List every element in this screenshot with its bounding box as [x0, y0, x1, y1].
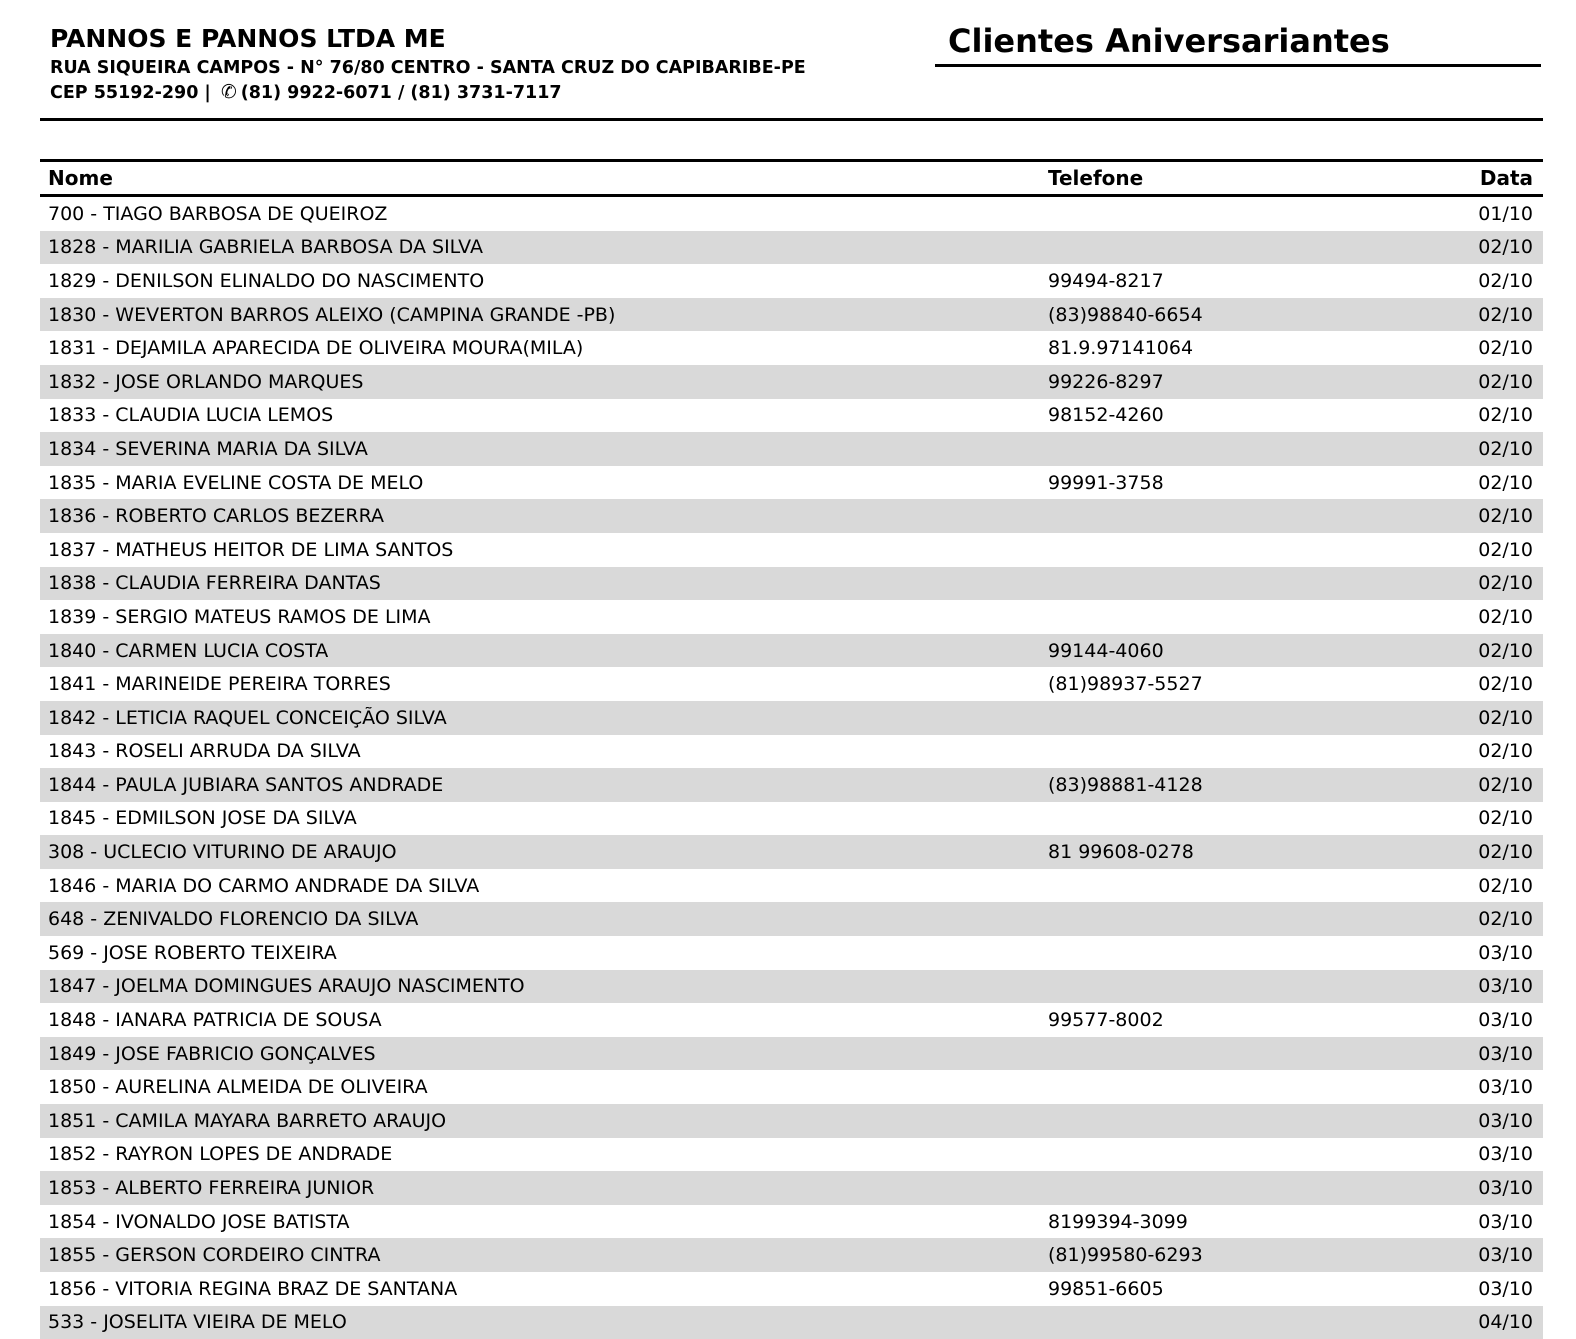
cell-date: 02/10 — [1478, 404, 1533, 427]
table-row — [40, 365, 1543, 399]
cell-phone: 99577-8002 — [1048, 1009, 1164, 1032]
cell-date: 03/10 — [1478, 1277, 1533, 1300]
cell-name: 1847 - JOELMA DOMINGUES ARAUJO NASCIMENTO — [48, 975, 525, 998]
table-row — [40, 667, 1543, 701]
cell-date: 02/10 — [1478, 538, 1533, 561]
page-title: Clientes Aniversariantes — [948, 22, 1390, 60]
table-row — [40, 1138, 1543, 1172]
cell-date: 02/10 — [1478, 437, 1533, 460]
table-header-row — [40, 162, 1543, 194]
table-row — [40, 1306, 1543, 1339]
table-row — [40, 264, 1543, 298]
cell-name: 1846 - MARIA DO CARMO ANDRADE DA SILVA — [48, 874, 480, 897]
cell-name: 1832 - JOSE ORLANDO MARQUES — [48, 370, 364, 393]
table-row — [40, 970, 1543, 1004]
table-row — [40, 600, 1543, 634]
cell-name: 1844 - PAULA JUBIARA SANTOS ANDRADE — [48, 773, 444, 796]
table-row — [40, 802, 1543, 836]
cell-date: 02/10 — [1478, 303, 1533, 326]
cell-date: 02/10 — [1478, 572, 1533, 595]
birthday-table — [40, 159, 1543, 1339]
cell-date: 02/10 — [1478, 471, 1533, 494]
table-row — [40, 735, 1543, 769]
cell-phone: 99494-8217 — [1048, 269, 1164, 292]
cell-phone: 81.9.97141064 — [1048, 337, 1194, 360]
table-row — [40, 936, 1543, 970]
title-underline — [935, 22, 1541, 67]
table-row — [40, 466, 1543, 500]
cell-name: 1830 - WEVERTON BARROS ALEIXO (CAMPINA GRANDE -PB) — [48, 303, 616, 326]
cell-date: 04/10 — [1478, 1311, 1533, 1334]
company-name: PANNOS E PANNOS LTDA ME — [50, 24, 446, 53]
cell-date: 02/10 — [1478, 370, 1533, 393]
cell-date: 02/10 — [1478, 841, 1533, 864]
cell-date: 02/10 — [1478, 505, 1533, 528]
cell-name: 1828 - MARILIA GABRIELA BARBOSA DA SILVA — [48, 236, 483, 259]
table-row — [40, 1171, 1543, 1205]
table-row — [40, 1205, 1543, 1239]
cell-name: 308 - UCLECIO VITURINO DE ARAUJO — [48, 841, 397, 864]
cell-name: 1854 - IVONALDO JOSE BATISTA — [48, 1210, 350, 1233]
cell-date: 02/10 — [1478, 269, 1533, 292]
cell-name: 1831 - DEJAMILA APARECIDA DE OLIVEIRA MOURA(MILA) — [48, 337, 584, 360]
cell-name: 1851 - CAMILA MAYARA BARRETO ARAUJO — [48, 1109, 447, 1132]
cell-date: 02/10 — [1478, 706, 1533, 729]
cell-name: 1850 - AURELINA ALMEIDA DE OLIVEIRA — [48, 1076, 428, 1099]
cell-phone: (83)98840-6654 — [1048, 303, 1203, 326]
cell-date: 03/10 — [1478, 941, 1533, 964]
cell-date: 03/10 — [1478, 1143, 1533, 1166]
cell-name: 569 - JOSE ROBERTO TEIXEIRA — [48, 941, 337, 964]
cell-name: 1848 - IANARA PATRICIA DE SOUSA — [48, 1009, 382, 1032]
company-phones: (81) 9922-6071 / (81) 3731-7117 — [240, 83, 562, 103]
cell-date: 02/10 — [1478, 908, 1533, 931]
table-row — [40, 1003, 1543, 1037]
cell-date: 02/10 — [1478, 773, 1533, 796]
cell-date: 03/10 — [1478, 1109, 1533, 1132]
cell-name: 1852 - RAYRON LOPES DE ANDRADE — [48, 1143, 393, 1166]
cell-phone: 81 99608-0278 — [1048, 841, 1194, 864]
cell-name: 1843 - ROSELI ARRUDA DA SILVA — [48, 740, 361, 763]
table-row — [40, 499, 1543, 533]
cell-date: 01/10 — [1478, 202, 1533, 225]
cell-name: 1841 - MARINEIDE PEREIRA TORRES — [48, 673, 391, 696]
table-row — [40, 701, 1543, 735]
cell-name: 1840 - CARMEN LUCIA COSTA — [48, 639, 329, 662]
table-row — [40, 634, 1543, 668]
cell-name: 1853 - ALBERTO FERREIRA JUNIOR — [48, 1177, 375, 1200]
cell-phone: 98152-4260 — [1048, 404, 1164, 427]
cell-date: 02/10 — [1478, 874, 1533, 897]
table-row — [40, 869, 1543, 903]
cell-date: 02/10 — [1478, 740, 1533, 763]
cep-label: CEP 55192-290 — [50, 83, 199, 103]
cell-phone: 8199394-3099 — [1048, 1210, 1188, 1233]
cell-name: 648 - ZENIVALDO FLORENCIO DA SILVA — [48, 908, 419, 931]
table-row — [40, 533, 1543, 567]
header-divider — [40, 118, 1543, 121]
col-header-telefone: Telefone — [1048, 166, 1144, 190]
letterhead — [50, 24, 806, 104]
cell-name: 1835 - MARIA EVELINE COSTA DE MELO — [48, 471, 424, 494]
table-row — [40, 231, 1543, 265]
cell-name: 1834 - SEVERINA MARIA DA SILVA — [48, 437, 368, 460]
cell-name: 1829 - DENILSON ELINALDO DO NASCIMENTO — [48, 269, 485, 292]
cell-date: 03/10 — [1478, 975, 1533, 998]
cell-name: 1837 - MATHEUS HEITOR DE LIMA SANTOS — [48, 538, 454, 561]
cell-name: 1856 - VITORIA REGINA BRAZ DE SANTANA — [48, 1277, 458, 1300]
col-header-data: Data — [1479, 166, 1533, 190]
cell-date: 02/10 — [1478, 807, 1533, 830]
cell-phone: (83)98881-4128 — [1048, 773, 1203, 796]
cell-date: 03/10 — [1478, 1042, 1533, 1065]
cell-date: 02/10 — [1478, 673, 1533, 696]
cell-phone: 99851-6605 — [1048, 1277, 1164, 1300]
table-row — [40, 331, 1543, 365]
company-address: RUA SIQUEIRA CAMPOS - N° 76/80 CENTRO - SANTA CRUZ DO CAPIBARIBE-PE — [50, 58, 806, 78]
table-row — [40, 1272, 1543, 1306]
cell-phone: (81)99580-6293 — [1048, 1244, 1203, 1267]
separator-pipe: | — [204, 83, 211, 103]
table-row — [40, 1104, 1543, 1138]
cell-name: 1838 - CLAUDIA FERREIRA DANTAS — [48, 572, 381, 595]
table-body — [40, 197, 1543, 1339]
table-row — [40, 1037, 1543, 1071]
cell-date: 03/10 — [1478, 1177, 1533, 1200]
col-header-nome: Nome — [48, 166, 113, 190]
table-row — [40, 298, 1543, 332]
cell-date: 02/10 — [1478, 605, 1533, 628]
cell-name: 1833 - CLAUDIA LUCIA LEMOS — [48, 404, 334, 427]
cell-date: 03/10 — [1478, 1076, 1533, 1099]
cell-name: 1849 - JOSE FABRICIO GONÇALVES — [48, 1042, 376, 1065]
cell-date: 03/10 — [1478, 1210, 1533, 1233]
cell-name: 1842 - LETICIA RAQUEL CONCEIÇÃO SILVA — [48, 706, 447, 729]
table-row — [40, 902, 1543, 936]
cell-phone: (81)98937-5527 — [1048, 673, 1203, 696]
phone-icon: ✆ — [220, 81, 237, 103]
cell-phone: 99991-3758 — [1048, 471, 1164, 494]
table-row — [40, 197, 1543, 231]
cell-date: 02/10 — [1478, 337, 1533, 360]
cell-date: 02/10 — [1478, 236, 1533, 259]
cell-name: 1836 - ROBERTO CARLOS BEZERRA — [48, 505, 385, 528]
cell-phone: 99226-8297 — [1048, 370, 1164, 393]
table-row — [40, 432, 1543, 466]
company-cep-line — [50, 81, 806, 104]
table-row — [40, 835, 1543, 869]
cell-phone: 99144-4060 — [1048, 639, 1164, 662]
table-row — [40, 1070, 1543, 1104]
table-row — [40, 1238, 1543, 1272]
table-row — [40, 567, 1543, 601]
cell-date: 02/10 — [1478, 639, 1533, 662]
cell-name: 1855 - GERSON CORDEIRO CINTRA — [48, 1244, 381, 1267]
cell-date: 03/10 — [1478, 1244, 1533, 1267]
cell-name: 1839 - SERGIO MATEUS RAMOS DE LIMA — [48, 605, 431, 628]
cell-name: 533 - JOSELITA VIEIRA DE MELO — [48, 1311, 347, 1334]
table-row — [40, 768, 1543, 802]
table-row — [40, 399, 1543, 433]
cell-date: 03/10 — [1478, 1009, 1533, 1032]
cell-name: 1845 - EDMILSON JOSE DA SILVA — [48, 807, 357, 830]
cell-name: 700 - TIAGO BARBOSA DE QUEIROZ — [48, 202, 388, 225]
